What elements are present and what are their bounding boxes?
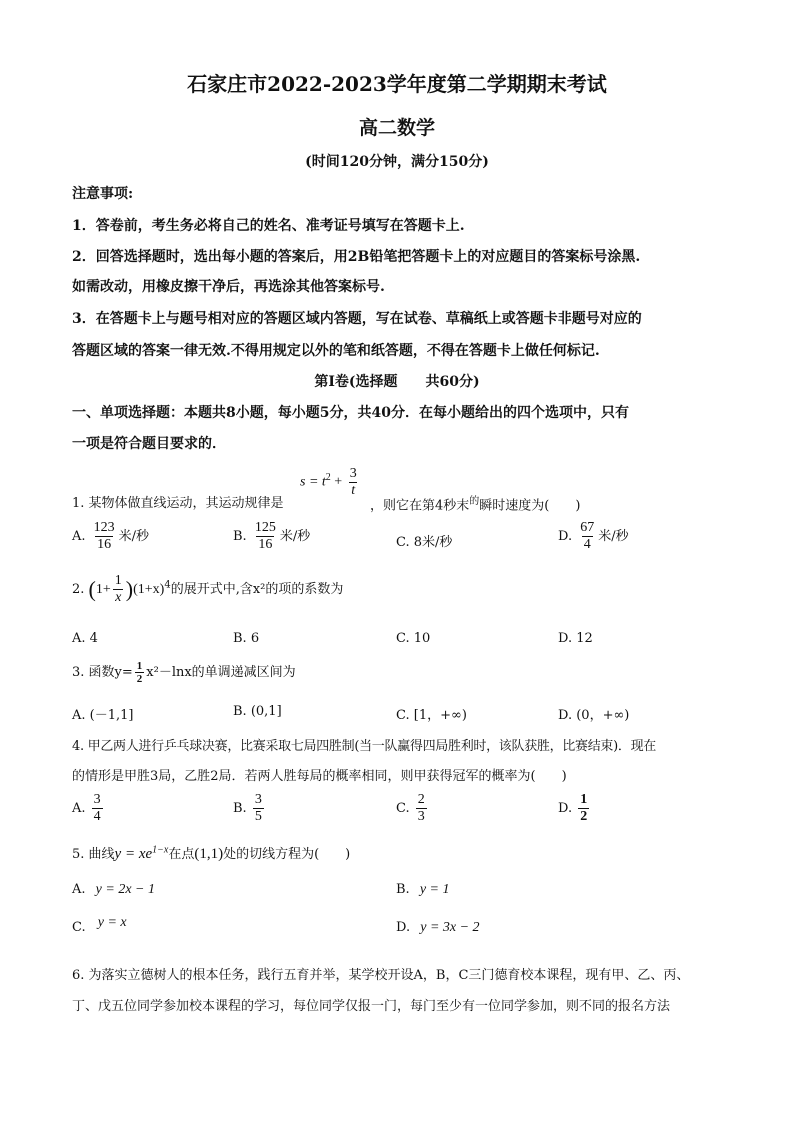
q5-text-a: 5. 曲线 [72, 847, 115, 862]
q3-option-c[interactable]: C. [1，+∞) [396, 708, 467, 723]
notes-heading: 注意事项: [72, 186, 134, 202]
section-heading: 第Ⅰ卷(选择题 共60分) [314, 374, 480, 390]
q5-b-expr: y = 1 [419, 882, 450, 897]
q4-option-b[interactable] [233, 792, 266, 825]
q1-d-frac [578, 520, 596, 553]
q1-a-den: 16 [97, 537, 112, 552]
q4-c-num: 2 [417, 792, 425, 807]
time-info: (时间120分钟，满分150分) [305, 154, 489, 170]
section-instructions-a: 一、单项选择题：本题共8小题，每小题5分，共40分．在每小题给出的四个选项中，只有 [72, 405, 629, 421]
q3-option-b[interactable]: B. (0,1] [233, 704, 282, 719]
q1-text-c: 瞬时速度为( ) [479, 498, 581, 514]
q4-b-num: 3 [254, 792, 262, 807]
q4-text-b: 的情形是甲胜3局，乙胜2局．若两人胜每局的概率相同，则甲获得冠军的概率为( ) [72, 769, 567, 784]
q4-c-frac [416, 792, 427, 825]
q1-formula-plus: + [330, 474, 346, 490]
q2-num: 2. [72, 582, 85, 597]
q4-a-label: A. [72, 801, 86, 816]
q4-d-label: D. [558, 801, 573, 816]
q5-c-label: C. [72, 920, 86, 935]
note-3b: 答题区域的答案一律无效.不得用规定以外的笔和纸答题，不得在答题卡上做任何标记. [72, 343, 600, 359]
q5-exp: 1−x [152, 844, 169, 856]
q4-b-den: 5 [254, 809, 262, 824]
q2-option-d[interactable]: D. 12 [558, 631, 593, 646]
q4-a-num: 3 [93, 792, 101, 807]
q1-text-a: 1. 某物体做直线运动，其运动规律是 [72, 496, 284, 511]
q3-frac-den: 2 [136, 673, 143, 685]
q5-option-b[interactable] [396, 882, 450, 898]
q4-a-frac [92, 792, 103, 825]
q5-d-expr: y = 3x − 2 [420, 920, 480, 935]
q1-d-unit: 米/秒 [598, 529, 629, 544]
q1-b-unit: 米/秒 [279, 529, 311, 544]
q2-frac-den: x [115, 590, 122, 605]
q2-frac [113, 573, 124, 606]
q4-d-frac [578, 792, 589, 825]
q3-option-a[interactable]: A. (－1,1] [72, 708, 134, 723]
q1-b-den: 16 [258, 537, 273, 552]
q3-text-a: 3. 函数y= [72, 665, 133, 680]
q1-option-c[interactable]: C. 8米/秒 [396, 535, 453, 550]
q5-b-label: B. [396, 882, 410, 897]
q1-formula [300, 466, 361, 499]
q1-b-frac [253, 520, 278, 553]
q1-text-b-part: ，则它在第4秒末 [370, 498, 470, 514]
q1-b-num: 125 [254, 520, 276, 535]
q1-small-de: 的 [469, 496, 480, 507]
q1-formula-sup: 2 [325, 472, 331, 484]
q1-b-label: B. [233, 529, 247, 544]
q2-rparen: ) [125, 576, 134, 602]
q4-a-den: 4 [93, 809, 101, 824]
q5-d-label: D. [396, 920, 411, 935]
q2-binom: (1+x) [133, 582, 165, 597]
q2-option-b[interactable]: B. 6 [233, 631, 260, 646]
q2-line [72, 573, 343, 606]
q4-c-den: 3 [417, 809, 425, 824]
q4-text-a: 4. 甲乙两人进行乒乓球决赛，比赛采取七局四胜制(当一队赢得四局胜利时，该队获胜，比赛结束)．现在 [72, 739, 656, 754]
q4-d-num: 1 [580, 792, 588, 807]
q5-c-expr: y = x [97, 915, 127, 930]
q1-formula-s: s = t [300, 474, 326, 490]
q5-option-d[interactable] [396, 920, 480, 936]
q2-frac-num: 1 [114, 573, 122, 588]
q5-option-c[interactable] [72, 915, 127, 936]
q5-curve: y = xe [114, 846, 153, 862]
q1-option-d[interactable] [558, 520, 629, 553]
section-instructions-b: 一项是符合题目要求的． [72, 436, 226, 452]
q1-a-num: 123 [93, 520, 115, 535]
q1-d-den: 4 [583, 537, 591, 552]
q1-frac-num: 3 [349, 466, 357, 481]
q2-option-c[interactable]: C. 10 [396, 631, 431, 646]
q1-a-frac [92, 520, 117, 553]
q5-a-label: A. [72, 882, 86, 897]
q1-d-num: 67 [580, 520, 595, 535]
q4-d-den: 2 [580, 809, 588, 824]
q4-c-label: C. [396, 801, 410, 816]
q1-a-unit: 米/秒 [118, 529, 150, 544]
q5-option-a[interactable] [72, 882, 155, 898]
q3-option-d[interactable]: D. (0，+∞) [558, 708, 630, 723]
q5-text-c: 处的切线方程为( ) [223, 847, 351, 862]
note-2a: 2．回答选择题时，选出每小题的答案后，用2B铅笔把答题卡上的对应题目的答案标号涂黑. [72, 249, 641, 265]
q1-option-b[interactable] [233, 520, 310, 553]
q2-pow: 4 [164, 579, 171, 591]
q3-frac-num: 1 [136, 660, 143, 672]
q5-text-b: 在点 [168, 847, 195, 862]
q2-lparen: ( [88, 576, 96, 602]
q4-option-c[interactable] [396, 792, 429, 825]
note-1: 1．答卷前，考生务必将自己的姓名、准考证号填写在答题卡上. [72, 218, 465, 234]
q1-d-label: D. [558, 529, 573, 544]
q1-frac-den: t [351, 483, 356, 498]
q4-option-d[interactable] [558, 792, 591, 825]
q4-b-frac [253, 792, 264, 825]
q2-one-plus: 1+ [95, 582, 111, 597]
q3-line [72, 660, 296, 685]
q1-a-label: A. [72, 529, 86, 544]
q2-text: 的展开式中,含x²的项的系数为 [170, 582, 344, 597]
note-2b: 如需改动，用橡皮擦干净后，再选涂其他答案标号. [72, 279, 385, 295]
q2-option-a[interactable]: A. 4 [72, 631, 98, 646]
q3-frac [135, 660, 145, 685]
subject-title: 高二数学 [358, 117, 435, 139]
note-3a: 3．在答题卡上与题号相对应的答题区域内答题，写在试卷、草稿纸上或答题卡非题号对应的 [72, 311, 642, 327]
q3-text-b: x²－lnx的单调递减区间为 [146, 665, 296, 680]
q5-line [72, 843, 350, 863]
q4-b-label: B. [233, 801, 247, 816]
q5-a-expr: y = 2x − 1 [95, 882, 155, 897]
exam-title: 石家庄市2022-2023学年度第二学期期末考试 [187, 72, 607, 96]
q5-point: (1,1) [194, 846, 224, 862]
q6-text-a: 6. 为落实立德树人的根本任务，践行五育并举，某学校开设A，B，C三门德育校本课程，现有甲、乙、丙、 [72, 968, 690, 983]
q1-formula-frac [348, 466, 359, 499]
q6-text-b: 丁、戊五位同学参加校本课程的学习，每位同学仅报一门，每门至少有一位同学参加，则不同的报名方法 [72, 999, 671, 1014]
q1-option-a[interactable] [72, 520, 149, 553]
q4-option-a[interactable] [72, 792, 105, 825]
q1-text-b [370, 492, 580, 513]
